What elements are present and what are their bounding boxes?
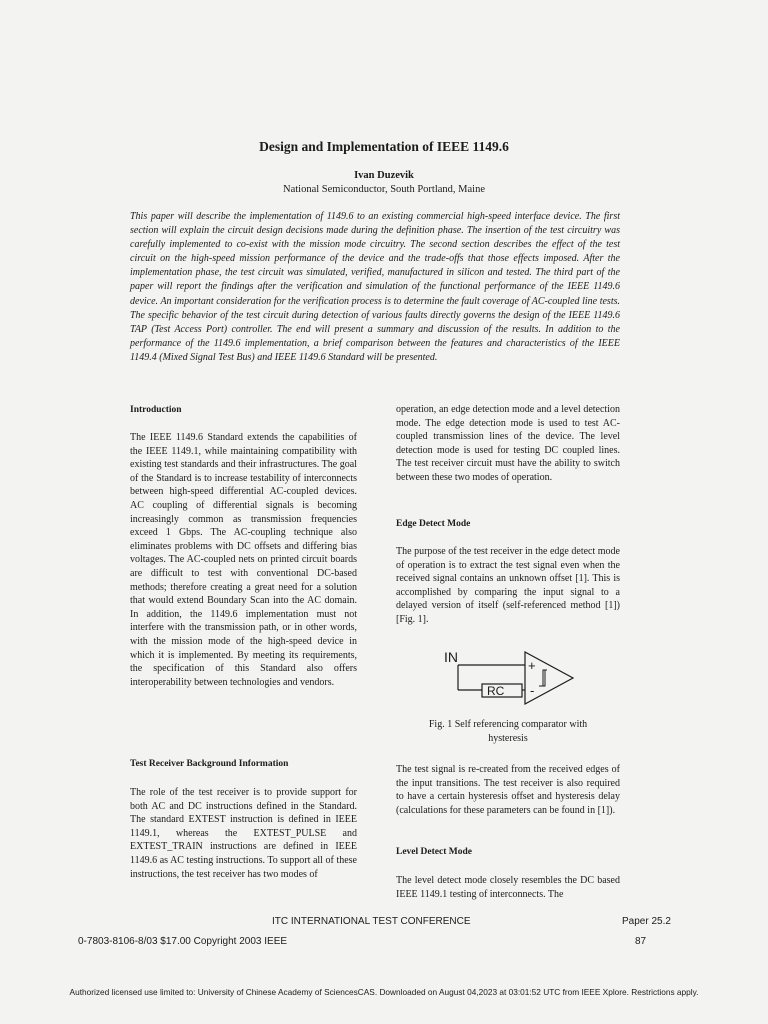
paper-number: Paper 25.2 (622, 916, 671, 927)
level-detect-heading: Level Detect Mode (396, 847, 472, 857)
authorization-notice: Authorized licensed use limited to: University of Chinese Academy of SciencesCAS. Downloaded on August 04,2023 at 03:01:52 UTC from IEEE Xplore. Restrictions apply. (69, 987, 699, 997)
hysteresis-symbol (539, 670, 547, 686)
minus-input-sign: - (530, 683, 535, 698)
figure-caption: Fig. 1 Self referencing comparator with hysteresis (428, 719, 588, 744)
rc-label: RC (487, 684, 505, 698)
plus-input-sign: + (528, 658, 536, 673)
level-detect-paragraph: The level detect mode closely resembles the DC based IEEE 1149.1 testing of interconnects. The (396, 875, 620, 900)
comparator-figure (440, 644, 590, 710)
page-number: 87 (635, 936, 647, 947)
edge-detect-paragraph: The purpose of the test receiver in the edge detect mode of operation is to extract the test signal even when the received signal contains an unknown offset [1]. This is accomplished by comparing the input signal to a delayed version of itself (self-referenced method [1]) [Fig. 1]. (396, 546, 620, 625)
author-name: Ivan Duzevik (354, 170, 414, 181)
after-figure-paragraph: The test signal is re-created from the received edges of the input transitions. The test receiver is also required to have a certain hysteresis offset and hysteresis delay (calculations for these parameters can be found in [1]). (396, 764, 620, 816)
intro-heading: Introduction (130, 405, 182, 415)
conference-name: ITC INTERNATIONAL TEST CONFERENCE (272, 916, 471, 927)
author-affiliation: National Semiconductor, South Portland, Maine (283, 184, 485, 195)
background-paragraph: The role of the test receiver is to provide support for both AC and DC instructions defined in the Standard. The standard EXTEST instruction is defined in IEEE 1149.1, whereas the EXTEST_PULSE and EXTEST_TRAIN instructions are defined in IEEE 1149.6 as AC testing instructions. To support all of these instructions, the test receiver has two modes of (130, 787, 357, 880)
edge-detect-heading: Edge Detect Mode (396, 519, 471, 529)
continued-paragraph: operation, an edge detection mode and a level detection mode. The edge detection mode is used to test AC-coupled transmission lines of the device. The level detection mode is used for testing DC coupled lines. The test receiver circuit must have the ability to switch between these two modes of operation. (396, 404, 620, 483)
figure-in-label: IN (444, 649, 458, 665)
background-heading: Test Receiver Background Information (130, 759, 289, 769)
intro-paragraph: The IEEE 1149.6 Standard extends the capabilities of the IEEE 1149.1, while maintaining compatibility with existing test standards and their infrastructures. The goal of the Standard is to increase testability of interconnects between high-speed differential AC-coupled devices. AC coupling of differential signals is becoming increasingly common as transmission frequencies exceed 1 Gbps. The AC-coupling technique also eliminates problems with DC offsets and differing bias voltages. The AC-coupled nets on printed circuit boards are difficult to test with conventional DC-based methods; therefore creating a great need for a solution that would extend Boundary Scan into the AC domain. In addition, the 1149.6 implementation must not interfere with the transmission path, or in other words, with the mission mode of the high-speed device in which it is implemented. By meeting its requirements, the specification of this Standard also offers interoperability between technologies and vendors. (130, 432, 357, 688)
copyright-notice: 0-7803-8106-8/03 $17.00 Copyright 2003 IEEE (78, 936, 288, 947)
paper-title: Design and Implementation of IEEE 1149.6 (259, 139, 509, 154)
abstract: This paper will describe the implementation of 1149.6 to an existing commercial high-speed interface device. The first section will explain the circuit design decisions made during the definition phase. The insertion of the test circuitry was carefully implemented to co-exist with the mission mode circuitry. The second section describes the effect of the test circuit on the high-speed mission performance of the device and the trade-offs that those effects imposed. After the implementation phase, the test circuit was simulated, verified, manufactured in silicon and tested. The third part of the paper will report the findings after the verification and simulation of the functional performance of the IEEE 1149.6 device. An important consideration for the verification process is to determine the fault coverage of AC-coupled line tests. The specific behavior of the test circuit during detection of various faults directly governs the design of the IEEE 1149.6 TAP (Test Access Port) controller. The end will present a summary and discussion of the results. In addition to the performance of the 1149.6 implementation, a brief comparison between the features and characteristics of the IEEE 1149.4 (Mixed Signal Test Bus) and IEEE 1149.6 Standard will be presented. (130, 211, 620, 363)
